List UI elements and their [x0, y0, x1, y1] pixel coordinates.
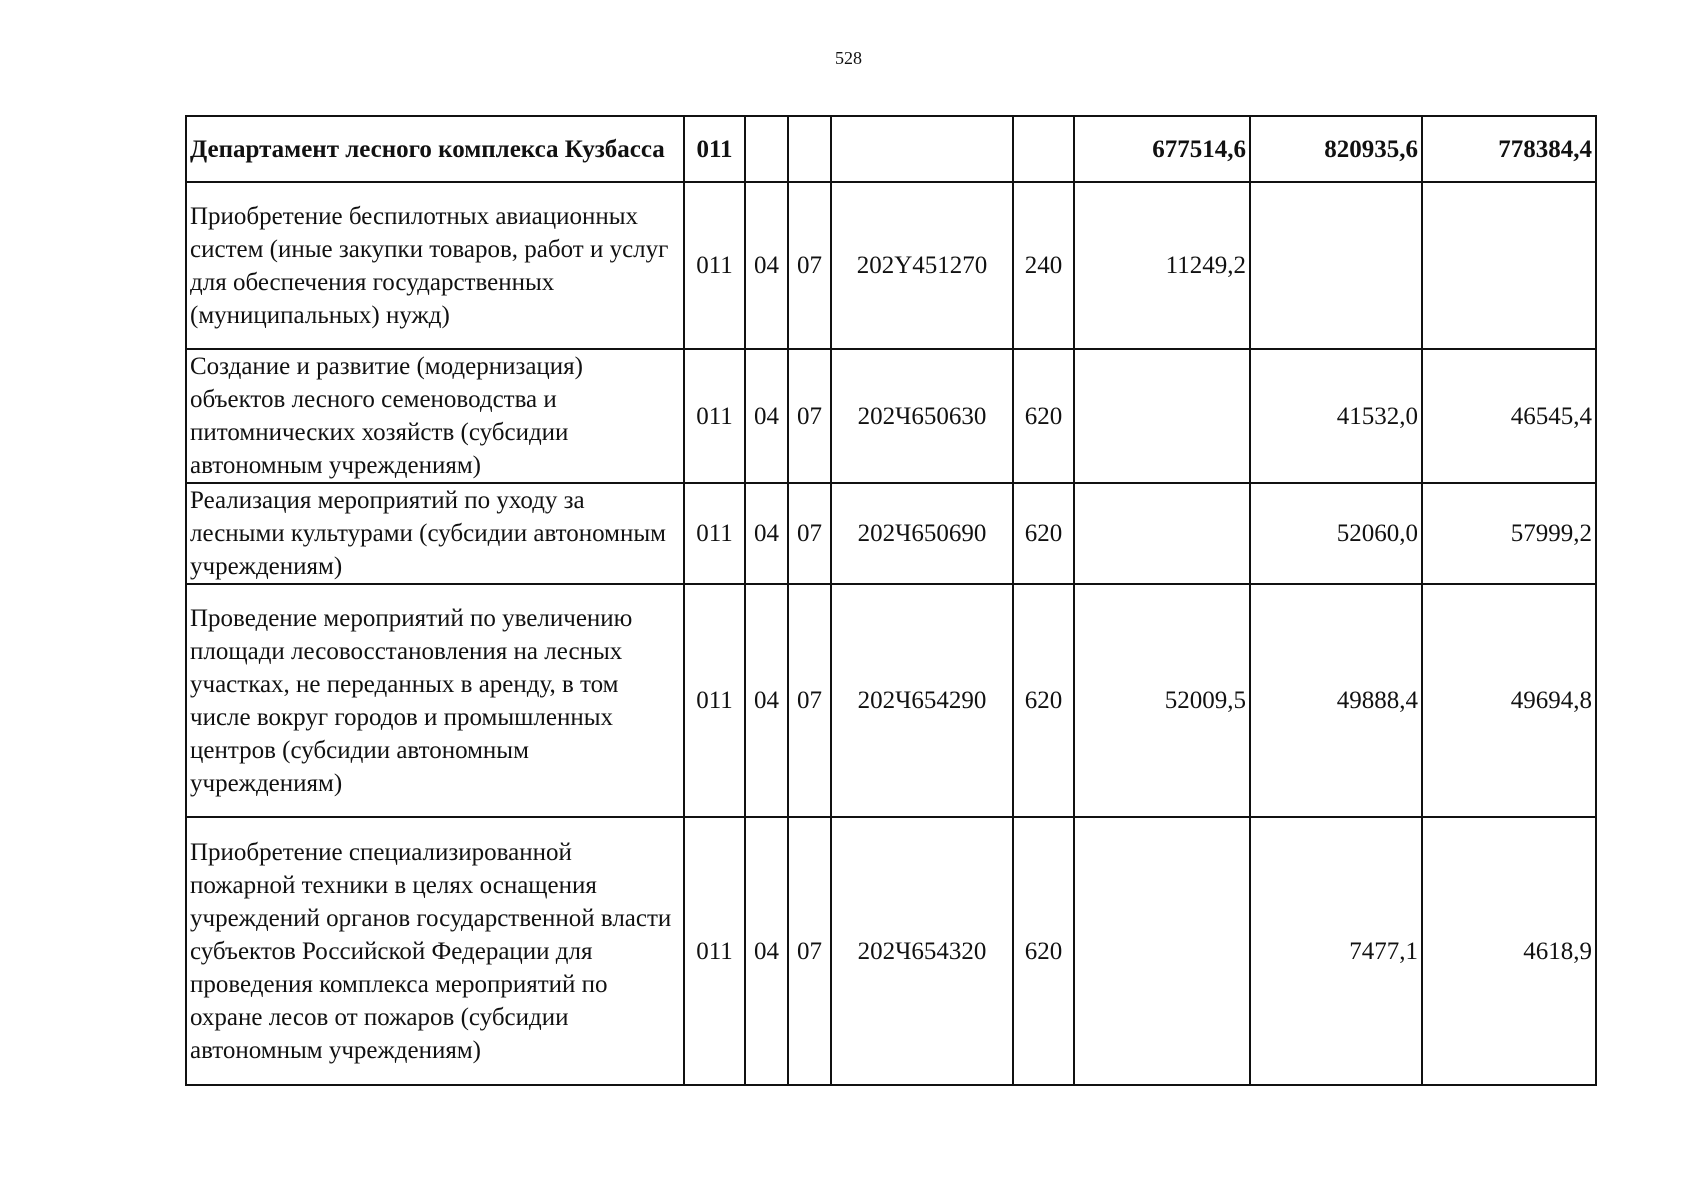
row-name: Проведение мероприятий по увеличению площади лесовосстановления на лесных участках, не переданных в аренду, в том числе вокруг городов и промышленных центров (субсидии автономным учреждениям) [186, 584, 684, 817]
amount-year-1 [1074, 817, 1250, 1085]
amount-year-2: 820935,6 [1250, 116, 1422, 182]
page-number: 528 [835, 48, 862, 68]
section-code: 04 [745, 584, 788, 817]
ministry-code: 011 [684, 483, 745, 584]
ministry-code: 011 [684, 116, 745, 182]
subsection-code: 07 [788, 349, 831, 483]
amount-year-3: 57999,2 [1422, 483, 1596, 584]
section-code: 04 [745, 349, 788, 483]
subsection-code [788, 116, 831, 182]
section-code: 04 [745, 182, 788, 349]
ministry-code: 011 [684, 182, 745, 349]
expense-kind-code: 620 [1013, 483, 1074, 584]
table-row [186, 584, 1596, 817]
table-row [186, 116, 1596, 182]
subsection-code: 07 [788, 182, 831, 349]
subsection-code: 07 [788, 817, 831, 1085]
expense-kind-code [1013, 116, 1074, 182]
amount-year-2: 52060,0 [1250, 483, 1422, 584]
expense-kind-code: 620 [1013, 817, 1074, 1085]
target-article-code: 202Ч654320 [831, 817, 1013, 1085]
table-row [186, 349, 1596, 483]
row-name: Реализация мероприятий по уходу за лесными культурами (субсидии автономным учреждениям) [186, 483, 684, 584]
amount-year-1: 11249,2 [1074, 182, 1250, 349]
table-row [186, 182, 1596, 349]
expense-kind-code: 620 [1013, 584, 1074, 817]
amount-year-1 [1074, 349, 1250, 483]
target-article-code: 202Y451270 [831, 182, 1013, 349]
amount-year-3: 46545,4 [1422, 349, 1596, 483]
row-name: Создание и развитие (модернизация) объектов лесного семеноводства и питомнических хозяйств (субсидии автономным учреждениям) [186, 349, 684, 483]
amount-year-3: 778384,4 [1422, 116, 1596, 182]
amount-year-3 [1422, 182, 1596, 349]
subsection-code: 07 [788, 584, 831, 817]
table-row [186, 483, 1596, 584]
target-article-code: 202Ч650690 [831, 483, 1013, 584]
expense-kind-code: 620 [1013, 349, 1074, 483]
ministry-code: 011 [684, 584, 745, 817]
amount-year-1 [1074, 483, 1250, 584]
target-article-code: 202Ч654290 [831, 584, 1013, 817]
section-code: 04 [745, 483, 788, 584]
ministry-code: 011 [684, 817, 745, 1085]
amount-year-1: 52009,5 [1074, 584, 1250, 817]
subsection-code: 07 [788, 483, 831, 584]
row-name: Приобретение беспилотных авиационных систем (иные закупки товаров, работ и услуг для обеспечения государственных (муниципальных) нужд) [186, 182, 684, 349]
budget-table [185, 115, 1597, 1086]
row-name: Департамент лесного комплекса Кузбасса [186, 116, 684, 182]
table-row [186, 817, 1596, 1085]
amount-year-2 [1250, 182, 1422, 349]
amount-year-3: 49694,8 [1422, 584, 1596, 817]
section-code: 04 [745, 817, 788, 1085]
section-code [745, 116, 788, 182]
ministry-code: 011 [684, 349, 745, 483]
amount-year-3: 4618,9 [1422, 817, 1596, 1085]
amount-year-2: 41532,0 [1250, 349, 1422, 483]
amount-year-2: 7477,1 [1250, 817, 1422, 1085]
amount-year-2: 49888,4 [1250, 584, 1422, 817]
row-name: Приобретение специализированной пожарной техники в целях оснащения учреждений органов государственной власти субъектов Российской Федерации для проведения комплекса мероприятий по охране лесов от пожаров (субсидии автономным учреждениям) [186, 817, 684, 1085]
target-article-code [831, 116, 1013, 182]
amount-year-1: 677514,6 [1074, 116, 1250, 182]
target-article-code: 202Ч650630 [831, 349, 1013, 483]
expense-kind-code: 240 [1013, 182, 1074, 349]
